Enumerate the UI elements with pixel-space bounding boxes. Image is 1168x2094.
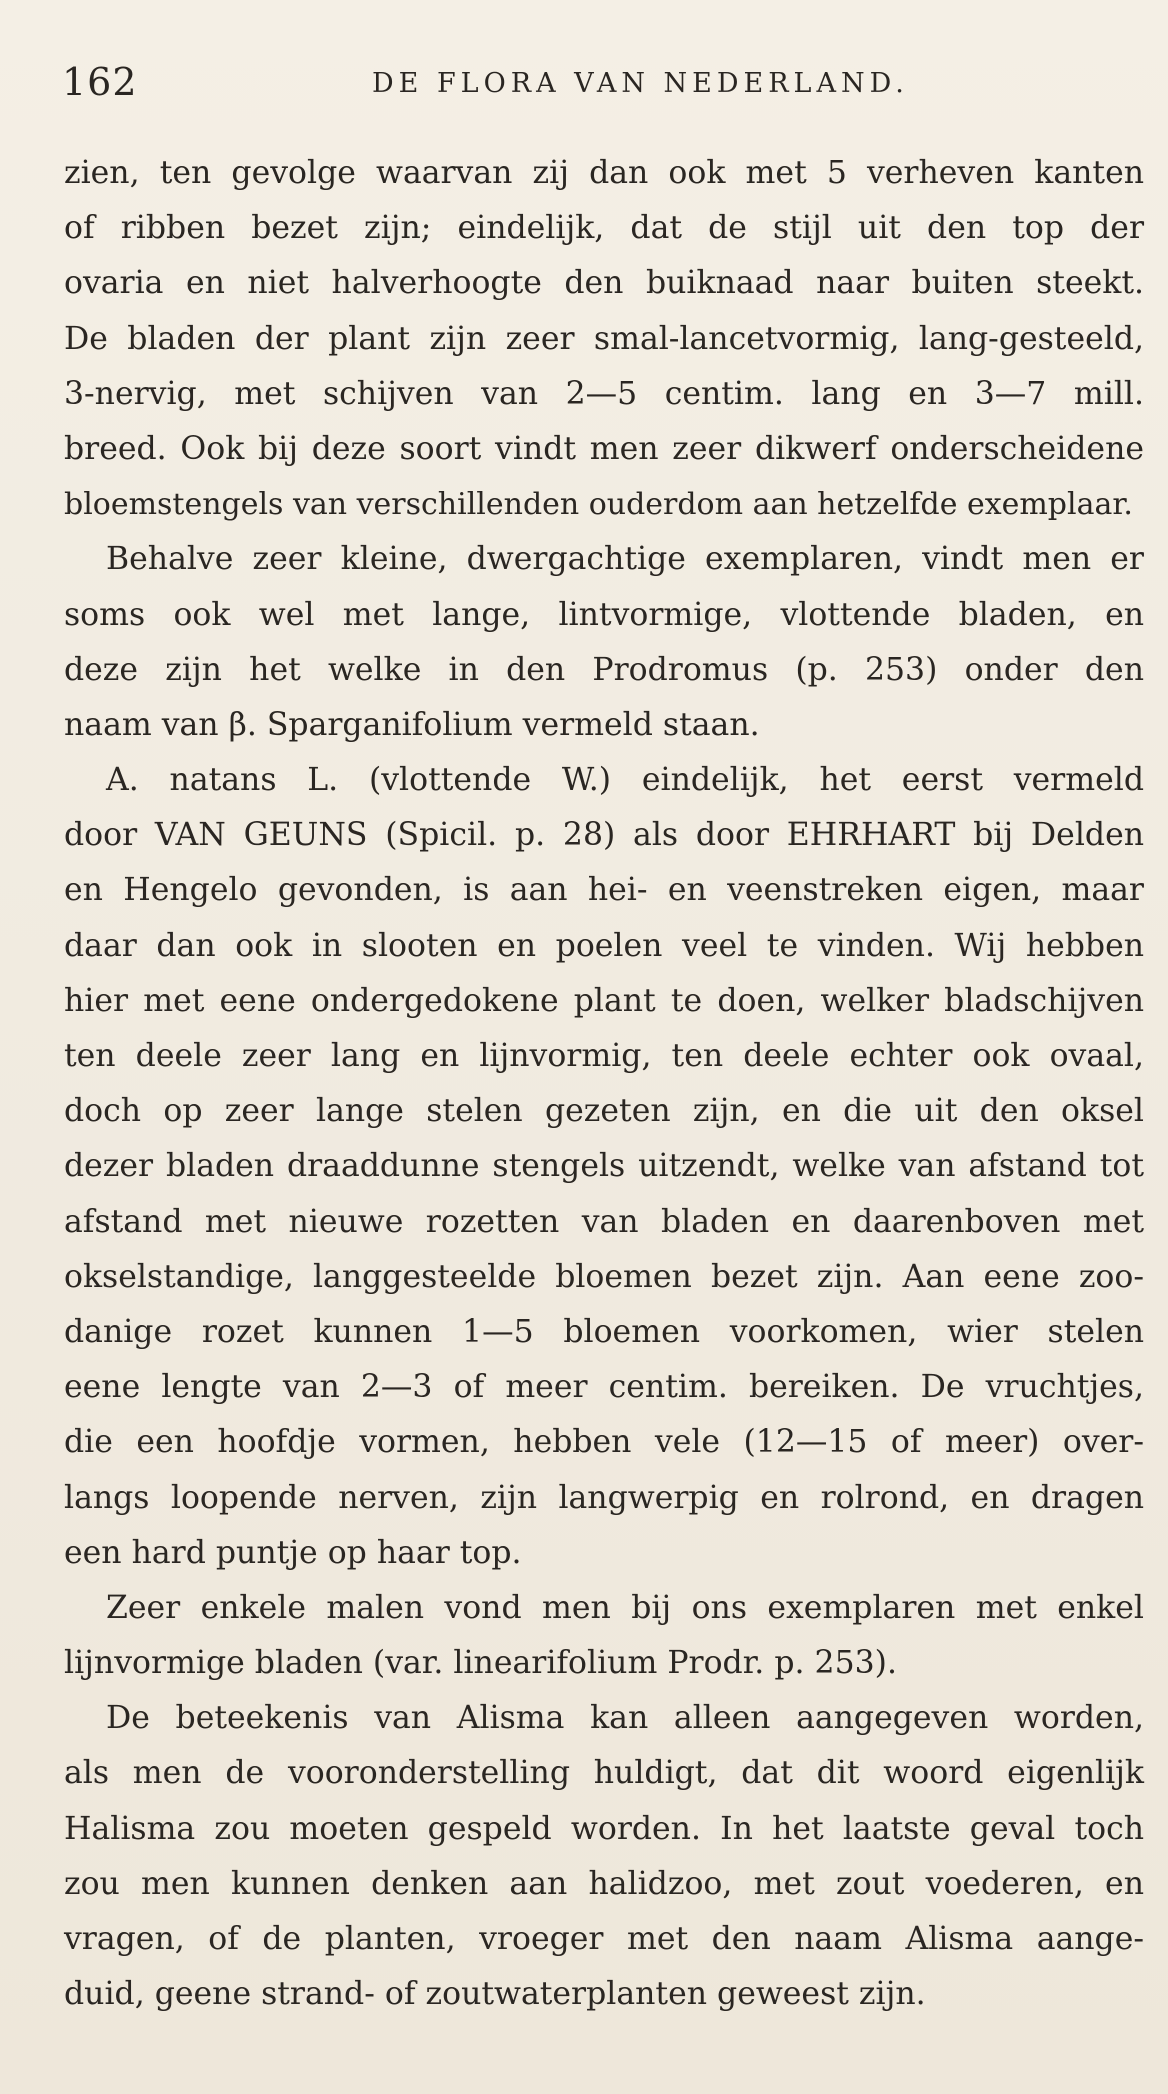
text-line: ten deele zeer lang en lijnvormig, ten deele echter ook ovaal, <box>64 1038 1144 1074</box>
text-line: A. natans L. (vlottende W.) eindelijk, het eerst vermeld <box>106 762 1144 799</box>
text-line: Zeer enkele malen vond men bij ons exemplaren met enkel <box>106 1589 1144 1626</box>
text-line: De beteekenis van Alisma kan alleen aangegeven worden, <box>106 1700 1144 1737</box>
text-line: of ribben bezet zijn; eindelijk, dat de stijl uit den top der <box>64 210 1144 247</box>
text-line: afstand met nieuwe rozetten van bladen en daarenboven met <box>64 1203 1144 1240</box>
text-line: ovaria en niet halverhoogte den buiknaad naar buiten steekt. <box>64 265 1144 302</box>
text-line: daar dan ook in slooten en poelen veel te vinden. Wij hebben <box>64 927 1144 964</box>
text-line: als men de vooronderstelling huldigt, dat dit woord eigenlijk <box>64 1755 1144 1792</box>
text-line: zou men kunnen denken aan halidzoo, met zout voederen, en <box>64 1865 1144 1902</box>
text-line: Halisma zou moeten gespeld worden. In het laatste geval toch <box>64 1810 1144 1847</box>
text-line: die een hoofdje vormen, hebben vele (12—15 of meer) over- <box>64 1424 1144 1461</box>
text-line: langs loopende nerven, zijn langwerpig en rolrond, en dragen <box>64 1479 1144 1516</box>
text-line: bloemstengels van verschillenden ouderdom aan hetzelfde exemplaar. <box>64 487 1133 523</box>
text-line: soms ook wel met lange, lintvormige, vlottende bladen, en <box>64 596 1144 633</box>
text-line: door VAN GEUNS (Spicil. p. 28) als door EHRHART bij Delden <box>64 817 1144 854</box>
text-line: danige rozet kunnen 1—5 bloemen voorkomen, wier stelen <box>64 1313 1144 1350</box>
text-line: duid, geene strand- of zoutwaterplanten geweest zijn. <box>64 1976 926 2013</box>
text-line: De bladen der plant zijn zeer smal-lancetvormig, lang-gesteeld, <box>64 320 1144 357</box>
text-line: een hard puntje op haar top. <box>64 1534 522 1571</box>
text-line: lijnvormige bladen (var. linearifolium Prodr. p. 253). <box>64 1645 897 1682</box>
page-number: 162 <box>62 60 138 104</box>
body-text <box>64 146 1144 2022</box>
text-line: eene lengte van 2—3 of meer centim. bereiken. De vruchtjes, <box>64 1369 1144 1406</box>
text-line: naam van β. Sparganifolium vermeld staan. <box>64 706 760 743</box>
text-line: en Hengelo gevonden, is aan hei- en veenstreken eigen, maar <box>64 872 1144 909</box>
text-line: breed. Ook bij deze soort vindt men zeer dikwerf onderscheidene <box>64 430 1144 467</box>
text-line: 3-nervig, met schijven van 2—5 centim. lang en 3—7 mill. <box>64 375 1144 412</box>
text-line: okselstandige, langgesteelde bloemen bezet zijn. Aan eene zoo- <box>64 1258 1144 1295</box>
text-line: dezer bladen draaddunne stengels uitzendt, welke van afstand tot <box>64 1148 1144 1185</box>
running-title: DE FLORA VAN NEDERLAND. <box>372 68 909 99</box>
text-line: vragen, of de planten, vroeger met den naam Alisma aange- <box>64 1921 1144 1957</box>
text-line: doch op zeer lange stelen gezeten zijn, en die uit den oksel <box>64 1093 1144 1130</box>
text-line: zien, ten gevolge waarvan zij dan ook met 5 verheven kanten <box>64 155 1144 191</box>
text-line: deze zijn het welke in den Prodromus (p. 253) onder den <box>64 651 1144 688</box>
page-header <box>62 60 1122 110</box>
text-line: Behalve zeer kleine, dwergachtige exemplaren, vindt men er <box>106 541 1144 578</box>
text-line: hier met eene ondergedokene plant te doen, welker bladschijven <box>64 982 1144 1019</box>
